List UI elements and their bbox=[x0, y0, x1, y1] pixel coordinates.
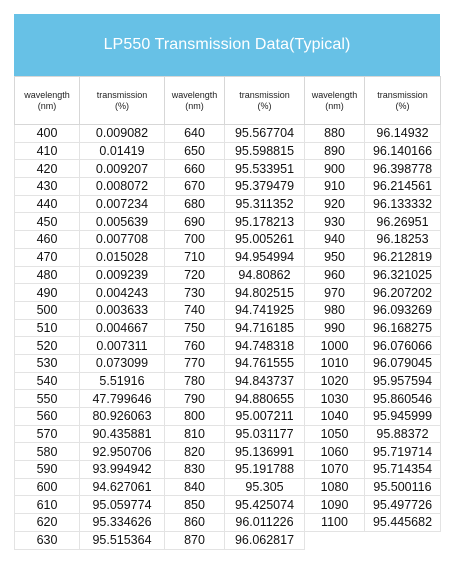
table-row bbox=[15, 461, 441, 479]
transmission-cell: 95.567704 bbox=[225, 125, 305, 143]
wavelength-cell: 900 bbox=[305, 160, 365, 178]
transmission-cell: 0.009207 bbox=[80, 160, 165, 178]
wavelength-cell: 790 bbox=[165, 390, 225, 408]
transmission-cell: 95.007211 bbox=[225, 408, 305, 426]
wavelength-cell: 1020 bbox=[305, 372, 365, 390]
wavelength-cell: 720 bbox=[165, 266, 225, 284]
table-row bbox=[15, 301, 441, 319]
table-row bbox=[15, 248, 441, 266]
wavelength-cell: 980 bbox=[305, 301, 365, 319]
table-row bbox=[15, 213, 441, 231]
header-wavelength: wavelength (nm) bbox=[15, 77, 80, 125]
transmission-cell: 92.950706 bbox=[80, 443, 165, 461]
transmission-table bbox=[14, 76, 441, 550]
transmission-data-panel bbox=[14, 14, 440, 550]
wavelength-cell: 680 bbox=[165, 195, 225, 213]
table-row bbox=[15, 125, 441, 143]
wavelength-cell: 1080 bbox=[305, 478, 365, 496]
transmission-cell: 96.214561 bbox=[365, 178, 441, 196]
wavelength-cell: 870 bbox=[165, 531, 225, 549]
table-row bbox=[15, 531, 441, 549]
header-wavelength: wavelength (nm) bbox=[305, 77, 365, 125]
wavelength-cell: 1100 bbox=[305, 514, 365, 532]
transmission-cell: 95.497726 bbox=[365, 496, 441, 514]
transmission-cell: 95.379479 bbox=[225, 178, 305, 196]
transmission-cell: 96.062817 bbox=[225, 531, 305, 549]
table-row bbox=[15, 142, 441, 160]
table-header bbox=[15, 77, 441, 125]
transmission-cell: 95.178213 bbox=[225, 213, 305, 231]
transmission-cell: 0.008072 bbox=[80, 178, 165, 196]
wavelength-cell: 700 bbox=[165, 231, 225, 249]
wavelength-cell: 630 bbox=[15, 531, 80, 549]
header-transmission: transmission (%) bbox=[80, 77, 165, 125]
table-row bbox=[15, 266, 441, 284]
wavelength-cell: 400 bbox=[15, 125, 80, 143]
wavelength-cell: 640 bbox=[165, 125, 225, 143]
transmission-cell: 0.004243 bbox=[80, 284, 165, 302]
wavelength-cell: 500 bbox=[15, 301, 80, 319]
wavelength-cell: 660 bbox=[165, 160, 225, 178]
transmission-cell: 95.031177 bbox=[225, 425, 305, 443]
header-wavelength: wavelength (nm) bbox=[165, 77, 225, 125]
transmission-cell: 5.51916 bbox=[80, 372, 165, 390]
wavelength-cell: 810 bbox=[165, 425, 225, 443]
transmission-cell: 96.079045 bbox=[365, 354, 441, 372]
wavelength-cell: 480 bbox=[15, 266, 80, 284]
header-row bbox=[15, 77, 441, 125]
transmission-cell: 96.207202 bbox=[365, 284, 441, 302]
table-row bbox=[15, 195, 441, 213]
transmission-cell: 96.140166 bbox=[365, 142, 441, 160]
table-row bbox=[15, 354, 441, 372]
wavelength-cell: 770 bbox=[165, 354, 225, 372]
wavelength-cell: 580 bbox=[15, 443, 80, 461]
transmission-cell: 0.009239 bbox=[80, 266, 165, 284]
transmission-cell: 94.741925 bbox=[225, 301, 305, 319]
wavelength-cell: 1050 bbox=[305, 425, 365, 443]
empty-cell bbox=[365, 531, 441, 549]
wavelength-cell: 1000 bbox=[305, 337, 365, 355]
transmission-cell: 0.007708 bbox=[80, 231, 165, 249]
wavelength-cell: 570 bbox=[15, 425, 80, 443]
wavelength-cell: 490 bbox=[15, 284, 80, 302]
table-row bbox=[15, 372, 441, 390]
transmission-cell: 95.311352 bbox=[225, 195, 305, 213]
transmission-cell: 90.435881 bbox=[80, 425, 165, 443]
transmission-cell: 96.321025 bbox=[365, 266, 441, 284]
transmission-cell: 94.80862 bbox=[225, 266, 305, 284]
transmission-cell: 96.076066 bbox=[365, 337, 441, 355]
wavelength-cell: 750 bbox=[165, 319, 225, 337]
wavelength-cell: 510 bbox=[15, 319, 80, 337]
wavelength-cell: 830 bbox=[165, 461, 225, 479]
wavelength-cell: 470 bbox=[15, 248, 80, 266]
transmission-cell: 94.802515 bbox=[225, 284, 305, 302]
transmission-cell: 94.880655 bbox=[225, 390, 305, 408]
transmission-cell: 95.598815 bbox=[225, 142, 305, 160]
wavelength-cell: 960 bbox=[305, 266, 365, 284]
wavelength-cell: 850 bbox=[165, 496, 225, 514]
transmission-cell: 0.003633 bbox=[80, 301, 165, 319]
transmission-cell: 94.748318 bbox=[225, 337, 305, 355]
table-row bbox=[15, 231, 441, 249]
wavelength-cell: 1010 bbox=[305, 354, 365, 372]
transmission-cell: 80.926063 bbox=[80, 408, 165, 426]
transmission-cell: 95.305 bbox=[225, 478, 305, 496]
wavelength-cell: 920 bbox=[305, 195, 365, 213]
wavelength-cell: 1030 bbox=[305, 390, 365, 408]
wavelength-cell: 890 bbox=[305, 142, 365, 160]
wavelength-cell: 440 bbox=[15, 195, 80, 213]
table-row bbox=[15, 337, 441, 355]
transmission-cell: 0.007234 bbox=[80, 195, 165, 213]
wavelength-cell: 1060 bbox=[305, 443, 365, 461]
transmission-cell: 95.533951 bbox=[225, 160, 305, 178]
transmission-cell: 95.059774 bbox=[80, 496, 165, 514]
transmission-cell: 95.714354 bbox=[365, 461, 441, 479]
wavelength-cell: 600 bbox=[15, 478, 80, 496]
wavelength-cell: 710 bbox=[165, 248, 225, 266]
transmission-cell: 94.761555 bbox=[225, 354, 305, 372]
wavelength-cell: 540 bbox=[15, 372, 80, 390]
transmission-cell: 95.445682 bbox=[365, 514, 441, 532]
wavelength-cell: 730 bbox=[165, 284, 225, 302]
wavelength-cell: 950 bbox=[305, 248, 365, 266]
empty-cell bbox=[305, 531, 365, 549]
transmission-cell: 95.500116 bbox=[365, 478, 441, 496]
transmission-cell: 95.425074 bbox=[225, 496, 305, 514]
transmission-cell: 95.136991 bbox=[225, 443, 305, 461]
wavelength-cell: 460 bbox=[15, 231, 80, 249]
transmission-cell: 0.004667 bbox=[80, 319, 165, 337]
wavelength-cell: 520 bbox=[15, 337, 80, 355]
table-row bbox=[15, 160, 441, 178]
wavelength-cell: 740 bbox=[165, 301, 225, 319]
transmission-cell: 96.212819 bbox=[365, 248, 441, 266]
table-row bbox=[15, 496, 441, 514]
transmission-cell: 95.945999 bbox=[365, 408, 441, 426]
transmission-cell: 95.191788 bbox=[225, 461, 305, 479]
transmission-cell: 95.957594 bbox=[365, 372, 441, 390]
transmission-cell: 96.011226 bbox=[225, 514, 305, 532]
wavelength-cell: 560 bbox=[15, 408, 80, 426]
header-transmission: transmission (%) bbox=[225, 77, 305, 125]
wavelength-cell: 650 bbox=[165, 142, 225, 160]
transmission-cell: 0.015028 bbox=[80, 248, 165, 266]
transmission-cell: 94.843737 bbox=[225, 372, 305, 390]
transmission-cell: 0.01419 bbox=[80, 142, 165, 160]
wavelength-cell: 590 bbox=[15, 461, 80, 479]
wavelength-cell: 1090 bbox=[305, 496, 365, 514]
transmission-cell: 96.14932 bbox=[365, 125, 441, 143]
wavelength-cell: 930 bbox=[305, 213, 365, 231]
table-row bbox=[15, 319, 441, 337]
transmission-cell: 96.168275 bbox=[365, 319, 441, 337]
transmission-cell: 93.994942 bbox=[80, 461, 165, 479]
table-row bbox=[15, 284, 441, 302]
wavelength-cell: 800 bbox=[165, 408, 225, 426]
transmission-cell: 95.334626 bbox=[80, 514, 165, 532]
wavelength-cell: 860 bbox=[165, 514, 225, 532]
table-row bbox=[15, 178, 441, 196]
transmission-cell: 94.954994 bbox=[225, 248, 305, 266]
transmission-cell: 0.005639 bbox=[80, 213, 165, 231]
transmission-cell: 96.26951 bbox=[365, 213, 441, 231]
table-row bbox=[15, 408, 441, 426]
wavelength-cell: 970 bbox=[305, 284, 365, 302]
table-row bbox=[15, 390, 441, 408]
transmission-cell: 96.18253 bbox=[365, 231, 441, 249]
wavelength-cell: 670 bbox=[165, 178, 225, 196]
transmission-cell: 96.398778 bbox=[365, 160, 441, 178]
table-row bbox=[15, 425, 441, 443]
transmission-cell: 96.093269 bbox=[365, 301, 441, 319]
wavelength-cell: 620 bbox=[15, 514, 80, 532]
wavelength-cell: 610 bbox=[15, 496, 80, 514]
transmission-cell: 95.719714 bbox=[365, 443, 441, 461]
wavelength-cell: 940 bbox=[305, 231, 365, 249]
wavelength-cell: 780 bbox=[165, 372, 225, 390]
wavelength-cell: 840 bbox=[165, 478, 225, 496]
wavelength-cell: 1070 bbox=[305, 461, 365, 479]
wavelength-cell: 530 bbox=[15, 354, 80, 372]
transmission-cell: 94.627061 bbox=[80, 478, 165, 496]
transmission-cell: 95.005261 bbox=[225, 231, 305, 249]
wavelength-cell: 410 bbox=[15, 142, 80, 160]
table-title: LP550 Transmission Data(Typical) bbox=[14, 14, 440, 76]
wavelength-cell: 880 bbox=[305, 125, 365, 143]
transmission-cell: 47.799646 bbox=[80, 390, 165, 408]
wavelength-cell: 760 bbox=[165, 337, 225, 355]
wavelength-cell: 820 bbox=[165, 443, 225, 461]
wavelength-cell: 990 bbox=[305, 319, 365, 337]
wavelength-cell: 420 bbox=[15, 160, 80, 178]
transmission-cell: 0.007311 bbox=[80, 337, 165, 355]
transmission-cell: 0.009082 bbox=[80, 125, 165, 143]
transmission-cell: 95.860546 bbox=[365, 390, 441, 408]
transmission-cell: 94.716185 bbox=[225, 319, 305, 337]
transmission-cell: 0.073099 bbox=[80, 354, 165, 372]
table-row bbox=[15, 443, 441, 461]
wavelength-cell: 690 bbox=[165, 213, 225, 231]
table-row bbox=[15, 514, 441, 532]
table-row bbox=[15, 478, 441, 496]
wavelength-cell: 430 bbox=[15, 178, 80, 196]
wavelength-cell: 550 bbox=[15, 390, 80, 408]
wavelength-cell: 450 bbox=[15, 213, 80, 231]
wavelength-cell: 1040 bbox=[305, 408, 365, 426]
wavelength-cell: 910 bbox=[305, 178, 365, 196]
table-body bbox=[15, 125, 441, 550]
header-transmission: transmission (%) bbox=[365, 77, 441, 125]
transmission-cell: 95.88372 bbox=[365, 425, 441, 443]
transmission-cell: 95.515364 bbox=[80, 531, 165, 549]
transmission-cell: 96.133332 bbox=[365, 195, 441, 213]
